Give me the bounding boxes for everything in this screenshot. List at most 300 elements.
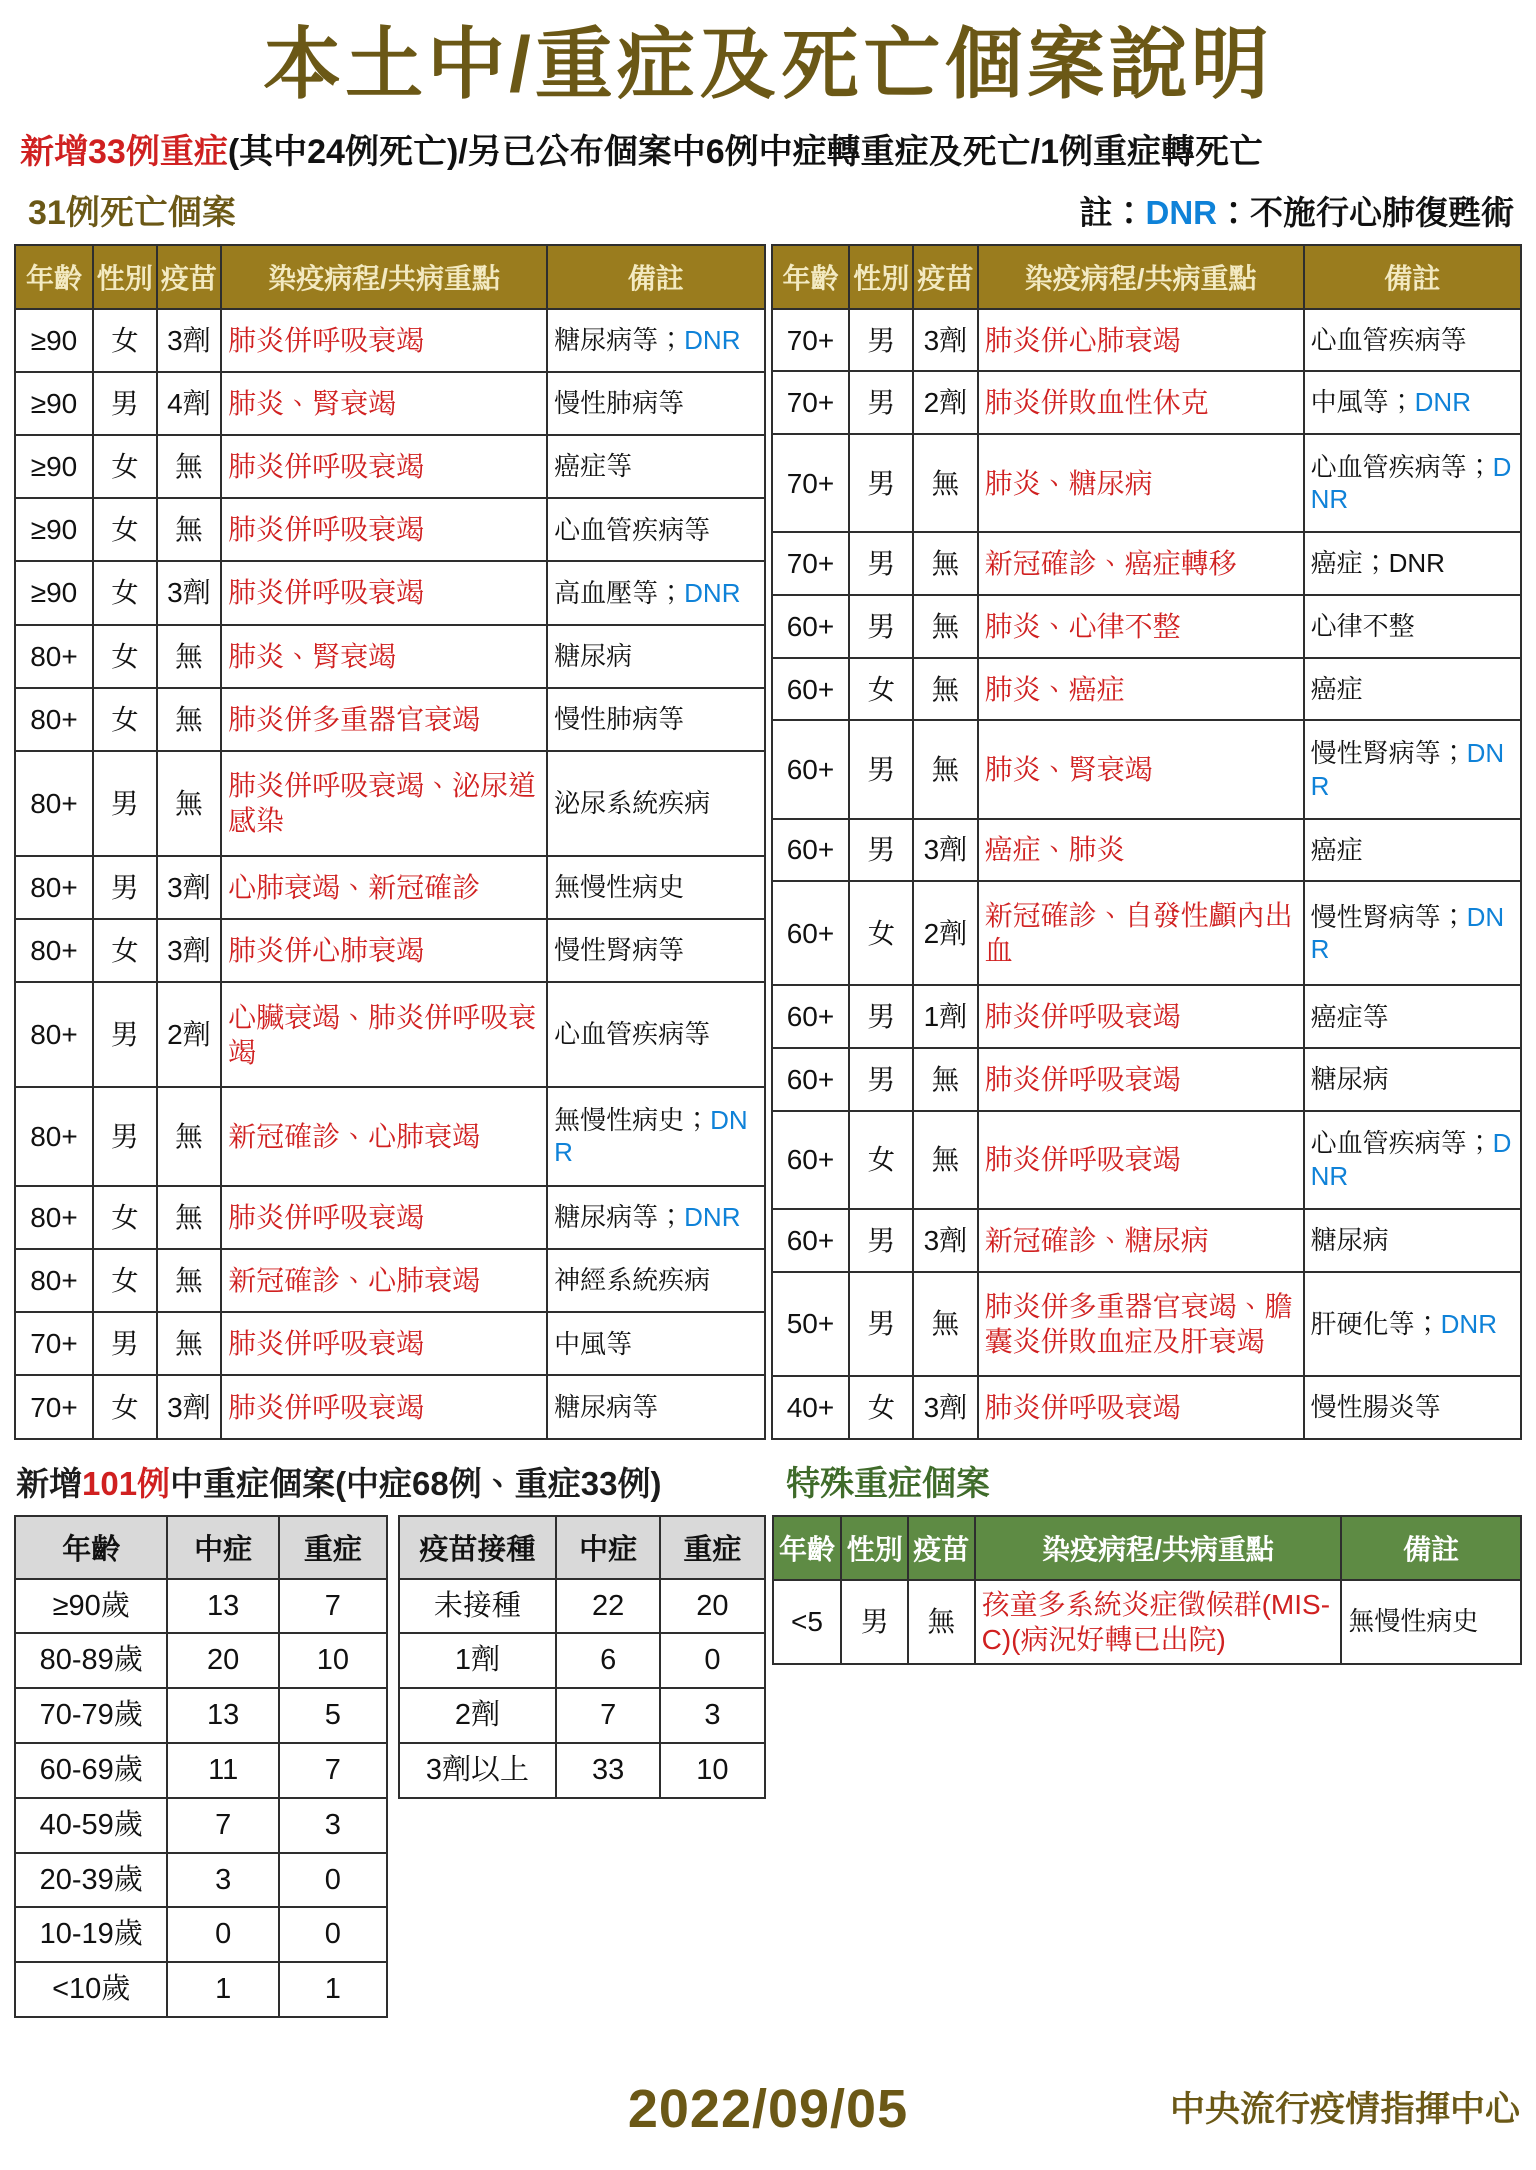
- case-row: [15, 1312, 765, 1375]
- statistics-row: [14, 1515, 1522, 2018]
- stat-cell: 1: [167, 1962, 279, 2017]
- remark-text: 泌尿系統疾病: [554, 788, 711, 819]
- headline-count: 101例: [82, 1464, 171, 1502]
- remark-text: 心血管疾病等: [554, 514, 711, 545]
- special-severe-case-table: [772, 1515, 1522, 1665]
- remark-cell: [1304, 1111, 1521, 1209]
- death-cases-table-left: [14, 244, 766, 1440]
- age-cell: 80+: [15, 688, 93, 751]
- remark-text: 癌症；DNR: [1310, 548, 1445, 579]
- remark-cell: [547, 982, 764, 1087]
- stat-cell: 22: [556, 1579, 660, 1634]
- vaccine-cell: 無: [157, 688, 221, 751]
- course-cell: 孩童多系統炎症徵候群(MIS-C)(病況好轉已出院): [975, 1580, 1342, 1664]
- course-cell: 肺炎、腎衰竭: [221, 372, 547, 435]
- vaccine-cell: 無: [157, 1249, 221, 1312]
- dnr-note-suffix: ：不施行心肺復甦術: [1217, 193, 1514, 231]
- age-cell: 60+: [772, 1048, 850, 1111]
- dnr-label: DNR: [1310, 901, 1505, 965]
- course-cell: 肺炎併呼吸衰竭: [978, 1048, 1304, 1111]
- remark-text: 心血管疾病等: [1310, 324, 1467, 355]
- case-row: [772, 595, 1522, 658]
- stat-row: [15, 1633, 387, 1688]
- course-cell: 新冠確診、自發性顱內出血: [978, 881, 1304, 985]
- stat-row: [15, 1798, 387, 1853]
- remark-text: 心血管疾病等；: [1310, 451, 1493, 482]
- stat-cell: 20-39歲: [15, 1853, 167, 1908]
- remark-cell: [1304, 1048, 1521, 1111]
- remark-text: 慢性腸炎等: [1310, 1392, 1441, 1423]
- case-row: [772, 985, 1522, 1048]
- remark-cell: [1304, 1272, 1521, 1376]
- remark-cell: [1304, 985, 1521, 1048]
- vaccine-cell: 無: [157, 1312, 221, 1375]
- age-cell: 60+: [772, 1209, 850, 1272]
- remark-cell: [1341, 1580, 1521, 1664]
- sex-cell: 女: [93, 919, 157, 982]
- case-row: [772, 532, 1522, 595]
- age-cell: 60+: [772, 985, 850, 1048]
- report-date: 2022/09/05: [627, 2079, 909, 2139]
- vaccine-cell: 無: [913, 595, 977, 658]
- stat-row: [399, 1688, 765, 1743]
- case-row: [15, 751, 765, 856]
- course-cell: 肺炎、心律不整: [978, 595, 1304, 658]
- case-row: [15, 1375, 765, 1438]
- deaths-count-label: 31例死亡個案: [28, 193, 236, 232]
- age-cell: 70+: [15, 1312, 93, 1375]
- remark-text: 癌症等: [554, 451, 633, 482]
- death-table-header-row: [772, 245, 1522, 309]
- age-cell: 80+: [15, 919, 93, 982]
- age-cell: 60+: [772, 1111, 850, 1209]
- sex-cell: 男: [849, 1048, 913, 1111]
- age-cell: 80+: [15, 856, 93, 919]
- course-cell: 肺炎併多重器官衰竭、膽囊炎併敗血症及肝衰竭: [978, 1272, 1304, 1376]
- remark-text: 神經系統疾病: [554, 1265, 711, 1296]
- headline-suffix: 中重症個案(中症68例、重症33例): [170, 1464, 662, 1502]
- vaccine-cell: 3劑: [913, 1209, 977, 1272]
- column-header: 年齡: [773, 1516, 842, 1580]
- case-row: [15, 625, 765, 688]
- course-cell: 新冠確診、癌症轉移: [978, 532, 1304, 595]
- sex-cell: 女: [93, 435, 157, 498]
- stat-cell: 3: [167, 1853, 279, 1908]
- column-header: 疫苗: [908, 1516, 975, 1580]
- course-cell: 肺炎併心肺衰竭: [978, 309, 1304, 372]
- column-header: 中症: [556, 1516, 660, 1579]
- column-header: 染疫病程/共病重點: [975, 1516, 1342, 1580]
- age-cell: 60+: [772, 720, 850, 818]
- case-row: [15, 982, 765, 1087]
- remark-text: 中風等: [554, 1328, 633, 1359]
- stat-row: [399, 1633, 765, 1688]
- column-header: 年齡: [15, 245, 93, 309]
- remark-cell: [547, 1312, 764, 1375]
- sex-cell: 女: [93, 1186, 157, 1249]
- sex-cell: 男: [841, 1580, 908, 1664]
- age-cell: <5: [773, 1580, 842, 1664]
- column-header: 染疫病程/共病重點: [221, 245, 547, 309]
- vaccine-cell: 4劑: [157, 372, 221, 435]
- vaccine-cell: 2劑: [157, 982, 221, 1087]
- case-row: [15, 1186, 765, 1249]
- stat-cell: 3: [279, 1798, 387, 1853]
- sex-cell: 女: [93, 1375, 157, 1438]
- remark-text: 無慢性病史: [554, 872, 685, 903]
- case-row: [772, 371, 1522, 434]
- case-row: [772, 881, 1522, 985]
- dnr-label: DNR: [554, 1104, 748, 1168]
- sex-cell: 男: [849, 1209, 913, 1272]
- case-row: [15, 856, 765, 919]
- case-row: [15, 561, 765, 624]
- vaccine-cell: 2劑: [913, 881, 977, 985]
- sex-cell: 男: [849, 434, 913, 532]
- age-cell: ≥90: [15, 435, 93, 498]
- vaccine-cell: 無: [157, 751, 221, 856]
- remark-text: 糖尿病等；: [554, 325, 685, 356]
- age-distribution-table: [14, 1515, 388, 2018]
- stat-cell: 7: [556, 1688, 660, 1743]
- column-header: 性別: [841, 1516, 908, 1580]
- case-row: [772, 819, 1522, 882]
- vaccine-cell: 3劑: [157, 309, 221, 372]
- stat-cell: 7: [279, 1743, 387, 1798]
- remark-cell: [1304, 532, 1521, 595]
- age-cell: 70+: [772, 309, 850, 372]
- remark-text: 癌症等: [1310, 1001, 1389, 1032]
- course-cell: 肺炎併呼吸衰竭、泌尿道感染: [221, 751, 547, 856]
- case-row: [772, 1209, 1522, 1272]
- vaccine-cell: 無: [157, 1087, 221, 1186]
- remark-cell: [547, 919, 764, 982]
- remark-text: 心律不整: [1310, 611, 1415, 642]
- death-tables-row: [14, 244, 1522, 1440]
- sex-cell: 男: [849, 1272, 913, 1376]
- remark-text: 糖尿病: [1310, 1225, 1389, 1256]
- dnr-label: DNR: [684, 577, 741, 608]
- stat-cell: 6: [556, 1633, 660, 1688]
- course-cell: 心臟衰竭、肺炎併呼吸衰竭: [221, 982, 547, 1087]
- age-cell: 70+: [772, 434, 850, 532]
- remark-cell: [1304, 371, 1521, 434]
- stat-cell: 未接種: [399, 1579, 556, 1634]
- course-cell: 肺炎併呼吸衰竭: [978, 1376, 1304, 1439]
- stat-row: [15, 1579, 387, 1634]
- stat-row: [15, 1743, 387, 1798]
- stat-cell: 13: [167, 1688, 279, 1743]
- age-cell: 60+: [772, 881, 850, 985]
- remark-cell: [547, 561, 764, 624]
- stat-cell: 20: [167, 1633, 279, 1688]
- course-cell: 肺炎併呼吸衰竭: [978, 1111, 1304, 1209]
- column-header: 備註: [547, 245, 764, 309]
- dnr-note-prefix: 註：: [1079, 193, 1146, 231]
- sex-cell: 男: [849, 985, 913, 1048]
- remark-text: 心血管疾病等；: [1310, 1128, 1493, 1159]
- column-header: 重症: [660, 1516, 764, 1579]
- dnr-label: DNR: [684, 1202, 741, 1233]
- stat-row: [15, 1853, 387, 1908]
- age-cell: 80+: [15, 751, 93, 856]
- vaccine-cell: 無: [908, 1580, 975, 1664]
- case-row: [772, 1272, 1522, 1376]
- age-table-header-row: [15, 1516, 387, 1579]
- sex-cell: 女: [93, 561, 157, 624]
- remark-text: 糖尿病: [1310, 1064, 1389, 1095]
- sex-cell: 男: [849, 595, 913, 658]
- remark-cell: [1304, 881, 1521, 985]
- sex-cell: 男: [849, 819, 913, 882]
- stat-cell: 0: [167, 1907, 279, 1962]
- vaccine-cell: 3劑: [913, 819, 977, 882]
- vaccine-cell: 無: [913, 1272, 977, 1376]
- special-severe-label: 特殊重症個案: [786, 1464, 990, 1503]
- deaths-meta-row: [28, 185, 1514, 234]
- subtitle: [20, 124, 1522, 173]
- subtitle-rest: (其中24例死亡)/另已公布個案中6例中症轉重症及死亡/1例重症轉死亡: [227, 132, 1263, 171]
- stat-cell: 40-59歲: [15, 1798, 167, 1853]
- course-cell: 癌症、肺炎: [978, 819, 1304, 882]
- case-row: [15, 1249, 765, 1312]
- death-cases-table-right: [771, 244, 1523, 1440]
- course-cell: 肺炎、糖尿病: [978, 434, 1304, 532]
- sex-cell: 男: [93, 1312, 157, 1375]
- remark-cell: [1304, 595, 1521, 658]
- vaccine-cell: 無: [913, 658, 977, 721]
- stat-cell: ≥90歲: [15, 1579, 167, 1634]
- sex-cell: 男: [93, 372, 157, 435]
- remark-text: 慢性腎病等；: [1310, 901, 1467, 932]
- vaccine-cell: 無: [157, 498, 221, 561]
- case-row: [772, 1111, 1522, 1209]
- course-cell: 新冠確診、糖尿病: [978, 1209, 1304, 1272]
- vaccine-cell: 無: [157, 625, 221, 688]
- case-row: [772, 1048, 1522, 1111]
- vaccine-cell: 3劑: [157, 1375, 221, 1438]
- stat-cell: 1: [279, 1962, 387, 2017]
- column-header: 疫苗: [157, 245, 221, 309]
- age-cell: ≥90: [15, 561, 93, 624]
- age-cell: 80+: [15, 982, 93, 1087]
- age-cell: ≥90: [15, 498, 93, 561]
- remark-text: 高血壓等；: [554, 577, 685, 608]
- stat-cell: 70-79歲: [15, 1688, 167, 1743]
- age-cell: 80+: [15, 1249, 93, 1312]
- headline-prefix: 新增: [16, 1464, 82, 1502]
- vaccine-cell: 3劑: [157, 919, 221, 982]
- special-table-header-row: [773, 1516, 1521, 1580]
- case-row: [772, 720, 1522, 818]
- sex-cell: 男: [93, 1087, 157, 1186]
- course-cell: 肺炎併呼吸衰竭: [221, 561, 547, 624]
- column-header: 染疫病程/共病重點: [978, 245, 1304, 309]
- column-header: 年齡: [772, 245, 850, 309]
- stat-cell: 0: [279, 1853, 387, 1908]
- column-header: 性別: [93, 245, 157, 309]
- age-cell: 80+: [15, 1186, 93, 1249]
- vaccine-cell: 無: [157, 1186, 221, 1249]
- age-cell: 80+: [15, 1087, 93, 1186]
- stat-cell: 11: [167, 1743, 279, 1798]
- age-cell: 80+: [15, 625, 93, 688]
- course-cell: 肺炎併心肺衰竭: [221, 919, 547, 982]
- vaccine-cell: 3劑: [913, 1376, 977, 1439]
- stat-cell: 1劑: [399, 1633, 556, 1688]
- stat-cell: 0: [279, 1907, 387, 1962]
- sex-cell: 男: [93, 856, 157, 919]
- remark-cell: [1304, 1209, 1521, 1272]
- moderate-severe-headline: [16, 1458, 778, 1505]
- column-header: 疫苗接種: [399, 1516, 556, 1579]
- sex-cell: 女: [849, 1376, 913, 1439]
- stat-row: [399, 1743, 765, 1798]
- course-cell: 肺炎併多重器官衰竭: [221, 688, 547, 751]
- remark-cell: [1304, 819, 1521, 882]
- sex-cell: 男: [93, 751, 157, 856]
- stat-cell: 20: [660, 1579, 764, 1634]
- vaccine-cell: 3劑: [913, 309, 977, 372]
- vaccine-cell: 無: [913, 1048, 977, 1111]
- stat-cell: 80-89歲: [15, 1633, 167, 1688]
- stat-cell: 60-69歲: [15, 1743, 167, 1798]
- remark-cell: [1304, 434, 1521, 532]
- footer: [0, 2078, 1536, 2140]
- remark-text: 慢性肺病等: [554, 704, 685, 735]
- case-row: [773, 1580, 1521, 1664]
- remark-text: 糖尿病等；: [554, 1202, 685, 1233]
- column-header: 性別: [849, 245, 913, 309]
- stat-row: [399, 1579, 765, 1634]
- sex-cell: 男: [849, 371, 913, 434]
- course-cell: 肺炎併呼吸衰竭: [978, 985, 1304, 1048]
- remark-text: 糖尿病等: [554, 1391, 659, 1422]
- remark-cell: [547, 1249, 764, 1312]
- stat-row: [15, 1962, 387, 2017]
- remark-cell: [547, 1375, 764, 1438]
- course-cell: 肺炎併呼吸衰竭: [221, 435, 547, 498]
- sex-cell: 女: [93, 688, 157, 751]
- stat-cell: 13: [167, 1579, 279, 1634]
- age-cell: 60+: [772, 658, 850, 721]
- vaccine-cell: 無: [913, 1111, 977, 1209]
- course-cell: 肺炎併呼吸衰竭: [221, 309, 547, 372]
- remark-cell: [1304, 1376, 1521, 1439]
- course-cell: 肺炎、腎衰竭: [978, 720, 1304, 818]
- remark-cell: [1304, 658, 1521, 721]
- age-cell: 70+: [772, 371, 850, 434]
- remark-cell: [547, 688, 764, 751]
- sex-cell: 女: [849, 658, 913, 721]
- remark-cell: [547, 856, 764, 919]
- course-cell: 新冠確診、心肺衰竭: [221, 1249, 547, 1312]
- age-cell: 70+: [772, 532, 850, 595]
- vaccine-table-header-row: [399, 1516, 765, 1579]
- age-cell: 50+: [772, 1272, 850, 1376]
- page-title: 本土中/重症及死亡個案說明: [263, 20, 1273, 108]
- sex-cell: 男: [849, 720, 913, 818]
- dnr-note: [1080, 187, 1515, 234]
- case-row: [15, 498, 765, 561]
- stat-cell: 7: [167, 1798, 279, 1853]
- vaccine-cell: 2劑: [913, 371, 977, 434]
- dnr-note-abbr: DNR: [1145, 193, 1217, 231]
- age-cell: ≥90: [15, 372, 93, 435]
- dnr-label: DNR: [1310, 1128, 1512, 1191]
- sex-cell: 女: [93, 309, 157, 372]
- dnr-label: DNR: [1414, 387, 1471, 418]
- vaccine-cell: 無: [157, 435, 221, 498]
- sex-cell: 男: [849, 532, 913, 595]
- stat-cell: 2劑: [399, 1688, 556, 1743]
- column-header: 疫苗: [913, 245, 977, 309]
- age-cell: ≥90: [15, 309, 93, 372]
- dnr-label: DNR: [1440, 1308, 1497, 1339]
- vaccine-cell: 無: [913, 720, 977, 818]
- stat-row: [15, 1688, 387, 1743]
- stat-cell: 3: [660, 1688, 764, 1743]
- case-row: [15, 688, 765, 751]
- column-header: 中症: [167, 1516, 279, 1579]
- remark-text: 慢性腎病等: [554, 935, 685, 966]
- course-cell: 肺炎併呼吸衰竭: [221, 498, 547, 561]
- remark-cell: [547, 625, 764, 688]
- age-cell: 40+: [772, 1376, 850, 1439]
- moderate-severe-headline-row: [16, 1456, 1522, 1505]
- remark-cell: [547, 1087, 764, 1186]
- age-cell: 60+: [772, 819, 850, 882]
- case-row: [15, 309, 765, 372]
- vaccine-cell: 3劑: [157, 561, 221, 624]
- dnr-label: DNR: [1310, 738, 1505, 801]
- sex-cell: 女: [93, 1249, 157, 1312]
- case-row: [772, 658, 1522, 721]
- remark-text: 中風等；: [1310, 387, 1415, 418]
- case-row: [15, 1087, 765, 1186]
- sex-cell: 女: [93, 625, 157, 688]
- stat-cell: <10歲: [15, 1962, 167, 2017]
- remark-text: 無慢性病史；: [554, 1104, 711, 1135]
- subtitle-highlight: 新增33例重症: [20, 132, 228, 171]
- remark-cell: [1304, 720, 1521, 818]
- stat-cell: 3劑以上: [399, 1743, 556, 1798]
- remark-cell: [547, 1186, 764, 1249]
- sex-cell: 男: [93, 982, 157, 1087]
- remark-cell: [547, 372, 764, 435]
- remark-cell: [547, 435, 764, 498]
- stat-cell: 7: [279, 1579, 387, 1634]
- course-cell: 心肺衰竭、新冠確診: [221, 856, 547, 919]
- agency-name: 中央流行疫情指揮中心: [1169, 2090, 1520, 2129]
- stat-cell: 0: [660, 1633, 764, 1688]
- vaccine-cell: 1劑: [913, 985, 977, 1048]
- remark-text: 慢性肺病等: [554, 388, 685, 419]
- remark-text: 糖尿病: [554, 640, 633, 671]
- course-cell: 新冠確診、心肺衰竭: [221, 1087, 547, 1186]
- vaccine-cell: 無: [913, 434, 977, 532]
- stat-cell: 10-19歲: [15, 1907, 167, 1962]
- case-row: [772, 1376, 1522, 1439]
- remark-text: 無慢性病史: [1348, 1606, 1479, 1637]
- remark-text: 慢性腎病等；: [1310, 738, 1467, 768]
- remark-text: 癌症: [1310, 673, 1363, 704]
- stat-cell: 5: [279, 1688, 387, 1743]
- dnr-label: DNR: [1310, 451, 1512, 515]
- stat-cell: 10: [279, 1633, 387, 1688]
- case-row: [15, 919, 765, 982]
- column-header: 備註: [1341, 1516, 1521, 1580]
